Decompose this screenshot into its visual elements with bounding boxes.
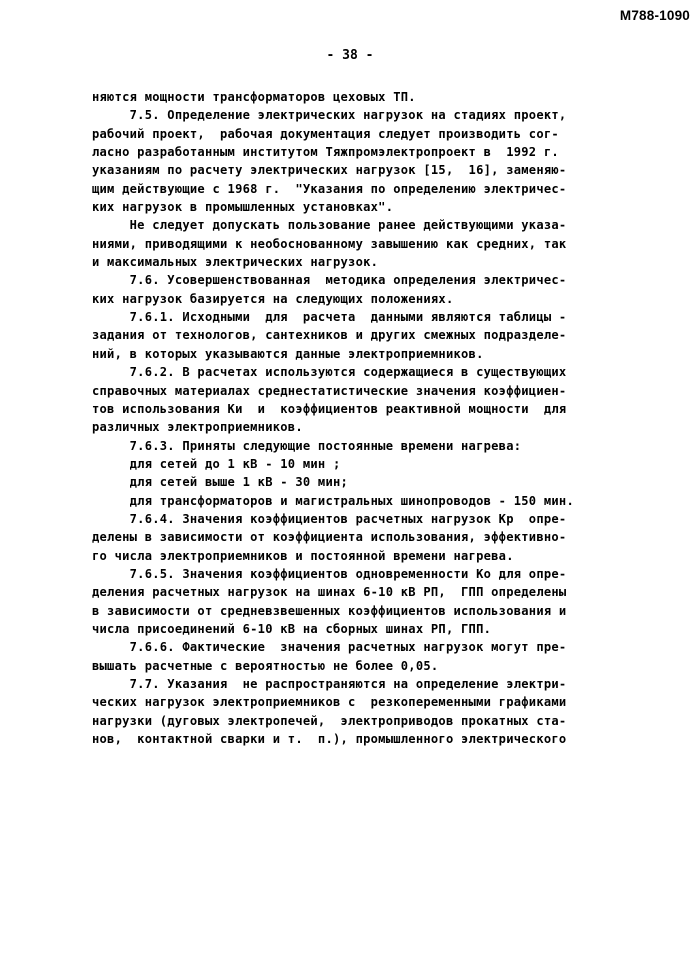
text-line: тов использования Ки и коэффициентов реактивной мощности для [92, 401, 567, 416]
text-line: 7.6.6. Фактические значения расчетных нагрузок могут пре- [92, 640, 567, 655]
page-number: - 38 - [326, 48, 374, 63]
text-line: для сетей до 1 кВ - 10 мин ; [92, 456, 341, 471]
text-line: ний, в которых указываются данные электроприемников. [92, 346, 484, 361]
text-line: для сетей выше 1 кВ - 30 мин; [92, 475, 349, 490]
text-line: указаниям по расчету электрических нагрузок [15, 16], заменяю- [92, 163, 567, 178]
text-line: 7.6.1. Исходными для расчета данными являются таблицы - [92, 310, 567, 325]
text-line: го числа электроприемников и постоянной времени нагрева. [92, 548, 514, 563]
text-line: 7.6. Усовершенствованная методика определения электричес- [92, 273, 567, 288]
text-line: справочных материалах среднестатистические значения коэффициен- [92, 383, 567, 398]
text-line: ческих нагрузок электроприемников с резкопеременными графиками [92, 695, 567, 710]
text-line: 7.6.2. В расчетах используются содержащиеся в существующих [92, 365, 567, 380]
text-line: вышать расчетные с вероятностью не более 0,05. [92, 658, 439, 673]
text-line: Не следует допускать пользование ранее действующими указа- [92, 218, 567, 233]
text-line: 7.6.5. Значения коэффициентов одновременности Ко для опре- [92, 566, 567, 581]
text-line: различных электроприемников. [92, 420, 303, 435]
text-line: 7.6.3. Приняты следующие постоянные времени нагрева: [92, 438, 522, 453]
text-line: нагрузки (дуговых электропечей, электроприводов прокатных ста- [92, 713, 567, 728]
text-line: для трансформаторов и магистральных шинопроводов - 150 мин. [92, 493, 574, 508]
text-line: задания от технологов, сантехников и других смежных подразделе- [92, 328, 567, 343]
text-line: делены в зависимости от коэффициента использования, эффективно- [92, 530, 567, 545]
text-line: няются мощности трансформаторов цеховых ТП. [92, 90, 416, 104]
text-line: 7.6.4. Значения коэффициентов расчетных нагрузок Кр опре- [92, 511, 567, 526]
text-line: и максимальных электрических нагрузок. [92, 255, 379, 270]
document-code: M788-1090 [619, 8, 690, 23]
text-line: ких нагрузок в промышленных установках". [92, 200, 394, 215]
text-line: деления расчетных нагрузок на шинах 6-10 кВ РП, ГПП определены [92, 585, 567, 600]
document-body [92, 88, 614, 748]
text-line: нов, контактной сварки и т. п.), промышленного электрического [92, 732, 567, 747]
text-line: числа присоединений 6-10 кВ на сборных шинах РП, ГПП. [92, 621, 492, 636]
text-line: 7.7. Указания не распространяются на определение электри- [92, 677, 567, 691]
text-line: щим действующие с 1968 г. "Указания по определению электричес- [92, 181, 567, 196]
text-line: ниями, приводящими к необоснованному завышению как средних, так [92, 236, 567, 251]
text-line: ких нагрузок базируется на следующих положениях. [92, 291, 454, 306]
text-line: 7.5. Определение электрических нагрузок на стадиях проект, [92, 108, 567, 123]
text-line: рабочий проект, рабочая документация следует производить сог- [92, 126, 559, 141]
text-line: в зависимости от средневзвешенных коэффициентов использования и [92, 603, 567, 618]
text-line: ласно разработанным институтом Тяжпромэлектропроект в 1992 г. [92, 145, 559, 160]
